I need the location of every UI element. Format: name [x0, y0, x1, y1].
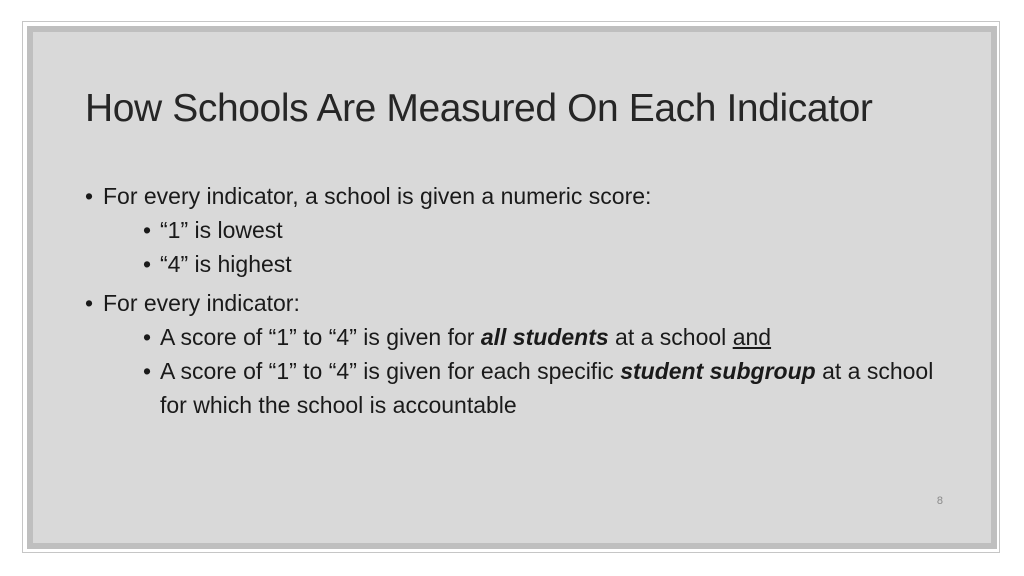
slide-title: How Schools Are Measured On Each Indicator — [85, 87, 873, 130]
sub-bullet-text-mid: at a school — [608, 324, 733, 350]
sub-bullet-text: “4” is highest — [160, 251, 292, 277]
bullet-text: For every indicator, a school is given a numeric score: — [103, 183, 652, 209]
emphasis-all-students: all students — [480, 324, 609, 350]
bullet-numeric-score — [85, 180, 945, 281]
bullet-dot: • — [85, 183, 94, 209]
sub-bullet-text-post: at a school for which the school is accountable — [160, 358, 934, 418]
bullet-dot: • — [143, 251, 152, 277]
underlined-and: and — [732, 324, 772, 350]
emphasis-student-subgroup: student subgroup — [620, 358, 816, 384]
sub-bullet-all-students — [143, 320, 945, 354]
sub-bullet-text: “1” is lowest — [160, 217, 283, 243]
sub-bullet-list — [143, 213, 945, 281]
sub-bullet-text-pre: A score of “1” to “4” is given for each specific — [160, 358, 621, 384]
bullet-every-indicator — [85, 287, 945, 422]
sub-bullet-list — [143, 320, 945, 422]
slide — [27, 26, 997, 549]
slide-body — [85, 180, 945, 428]
bullet-dot: • — [85, 290, 94, 316]
sub-bullet-text-pre: A score of “1” to “4” is given for — [160, 324, 481, 350]
bullet-dot: • — [143, 324, 152, 350]
sub-bullet-highest — [143, 247, 945, 281]
sub-bullet-lowest — [143, 213, 945, 247]
bullet-dot: • — [143, 217, 152, 243]
bullet-text: For every indicator: — [103, 290, 300, 316]
page-number: 8 — [936, 495, 943, 507]
bullet-dot: • — [143, 358, 152, 384]
sub-bullet-student-subgroup — [143, 354, 945, 422]
